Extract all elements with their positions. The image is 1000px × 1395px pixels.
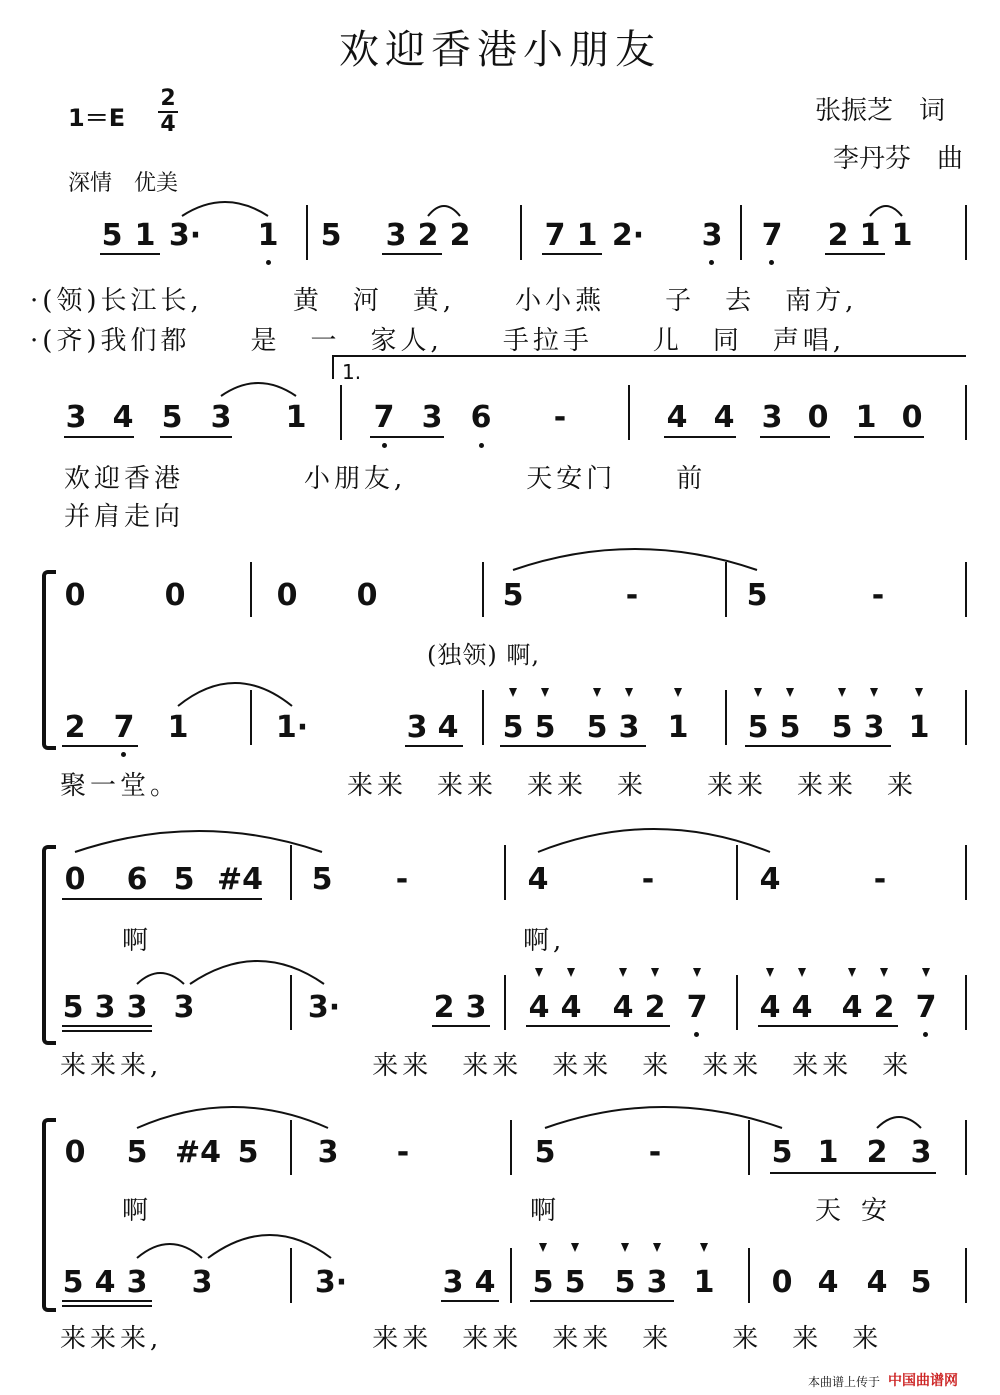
slur [208,1235,331,1258]
note: 1 [855,400,877,435]
slur [877,1117,921,1128]
system-5-upper-lyric-3: 天安 [815,1196,908,1226]
note: 2 [873,990,895,1025]
note: 1 [908,710,930,745]
note: 5 [586,710,608,745]
note: 2 [644,990,666,1025]
note: 7 [544,218,566,253]
system-3-upper-lyric: (独领) 啊, [427,641,540,669]
dash: - [871,578,885,613]
note: 1 [167,710,189,745]
note: 5 [311,862,333,897]
system-4-lower-lyric: 来来来, 来来 来来 来来 来 来来 来来 来 [60,1051,913,1081]
note: 3· [168,218,202,253]
system-2-lyrics-verse-2: 并肩走向 [64,502,185,532]
note: #4 [174,1135,222,1170]
system-1-lyrics-verse-2: ·(齐)我们都 是 一 家人, 手拉手 儿 同 声唱, [30,326,846,356]
note: 4 [759,990,781,1025]
note: 3 [442,1265,464,1300]
note: 5 [502,578,524,613]
note: 1 [859,218,881,253]
note: 3· [307,990,341,1025]
slur [538,829,770,852]
slur [513,549,757,570]
dash: - [648,1135,662,1170]
note: 0 [64,578,86,613]
note: 2 [866,1135,888,1170]
note: 3 [94,990,116,1025]
site-logo[interactable]: 中国曲谱网 [888,1373,958,1389]
note: 4 [560,990,582,1025]
note: 7 [915,990,937,1025]
note: 3 [65,400,87,435]
note: 3 [126,1265,148,1300]
note: 5 [831,710,853,745]
slur [182,202,268,216]
note: 4 [612,990,634,1025]
time-signature-bottom: 4 [160,112,176,137]
note: 5 [502,710,524,745]
note: 4 [791,990,813,1025]
lyricist-credit: 张振芝 词 [815,96,946,126]
note: 3 [465,990,487,1025]
note: 0 [771,1265,793,1300]
note: 3 [126,990,148,1025]
system-2-lyrics-verse-1: 欢迎香港 小朋友, 天安门 前 [64,464,707,494]
slur [137,1107,328,1128]
note: 6 [470,400,492,435]
key-signature: 1＝E [68,104,126,132]
note: 2 [417,218,439,253]
note: 3 [863,710,885,745]
note: 3 [618,710,640,745]
note: 0 [64,1135,86,1170]
note: 2 [433,990,455,1025]
note: 3 [317,1135,339,1170]
dash: - [625,578,639,613]
note: 5 [62,990,84,1025]
note: 0 [901,400,923,435]
note: 4 [94,1265,116,1300]
slur [221,383,296,396]
note: 1 [693,1265,715,1300]
time-signature-top: 2 [160,86,176,111]
note: 1 [891,218,913,253]
system-1-lyrics-verse-1: ·(领)长江长, 黄 河 黄, 小小燕 子 去 南方, [30,286,858,316]
note: 1 [285,400,307,435]
note: 3 [173,990,195,1025]
note: 7 [113,710,135,745]
note: 5 [101,218,123,253]
note: 5 [237,1135,259,1170]
note: 5 [534,710,556,745]
note: 5 [746,578,768,613]
system-5-upper-lyric-2: 啊 [530,1196,561,1226]
note: 5 [161,400,183,435]
note: #4 [216,862,264,897]
note: 7 [761,218,783,253]
note: 1· [275,710,309,745]
slur [137,973,184,984]
note: 5 [910,1265,932,1300]
slur [545,1107,782,1128]
note: 1 [817,1135,839,1170]
note: 5 [173,862,195,897]
note: 1 [576,218,598,253]
note: 5 [534,1135,556,1170]
slur [178,683,292,706]
note: 5 [771,1135,793,1170]
note: 5 [564,1265,586,1300]
note: 0 [164,578,186,613]
note: 5 [532,1265,554,1300]
note: 0 [807,400,829,435]
note: 4 [528,990,550,1025]
note: 0 [356,578,378,613]
dash: - [396,1135,410,1170]
slur [75,831,322,852]
note: 1 [667,710,689,745]
note: 5 [747,710,769,745]
note: 4 [437,710,459,745]
dash: - [553,400,567,435]
note: 4 [759,862,781,897]
footer-upload-text: 本曲谱上传于 [808,1375,881,1389]
note: 4 [112,400,134,435]
note: 3 [910,1135,932,1170]
note: 5 [779,710,801,745]
note: 2 [827,218,849,253]
note: 3 [421,400,443,435]
slur [190,961,324,984]
dash: - [873,862,887,897]
note: 4 [666,400,688,435]
volta-label: 1. [342,360,362,384]
note: 3 [406,710,428,745]
note: 2 [449,218,471,253]
note: 7 [373,400,395,435]
note: 4 [474,1265,496,1300]
note: 3 [761,400,783,435]
note: 3· [314,1265,348,1300]
note: 0 [276,578,298,613]
slur [137,1244,202,1258]
note: 6 [126,862,148,897]
note: 3 [210,400,232,435]
note: 5 [126,1135,148,1170]
note: 4 [527,862,549,897]
note: 4 [713,400,735,435]
note: 5 [320,218,342,253]
system-5-upper-lyric-1: 啊 [122,1196,153,1226]
note: 4 [817,1265,839,1300]
song-title: 欢迎香港小朋友 [339,27,661,73]
note: 3 [385,218,407,253]
system-4-upper-lyric-2: 啊, [523,926,566,956]
note: 5 [62,1265,84,1300]
note: 7 [686,990,708,1025]
system-3-lower-lyric: 聚一堂。 来来 来来 来来 来 来来 来来 来 [60,771,918,801]
note: 1 [257,218,279,253]
dash: - [395,862,409,897]
note: 0 [64,862,86,897]
note: 2 [64,710,86,745]
composer-credit: 李丹芬 曲 [833,144,964,174]
tempo-marking: 深情 优美 [68,171,179,196]
note: 3 [646,1265,668,1300]
note: 3 [191,1265,213,1300]
note: 1 [134,218,156,253]
note: 4 [841,990,863,1025]
slur [870,206,902,216]
system-4-upper-lyric-1: 啊 [122,926,153,956]
note: 4 [866,1265,888,1300]
dash: - [641,862,655,897]
system-5-lower-lyric: 来来来, 来来 来来 来来 来 来 来 来 [60,1324,883,1354]
note: 5 [614,1265,636,1300]
note: 3 [701,218,723,253]
note: 2· [611,218,645,253]
slur [428,206,460,216]
